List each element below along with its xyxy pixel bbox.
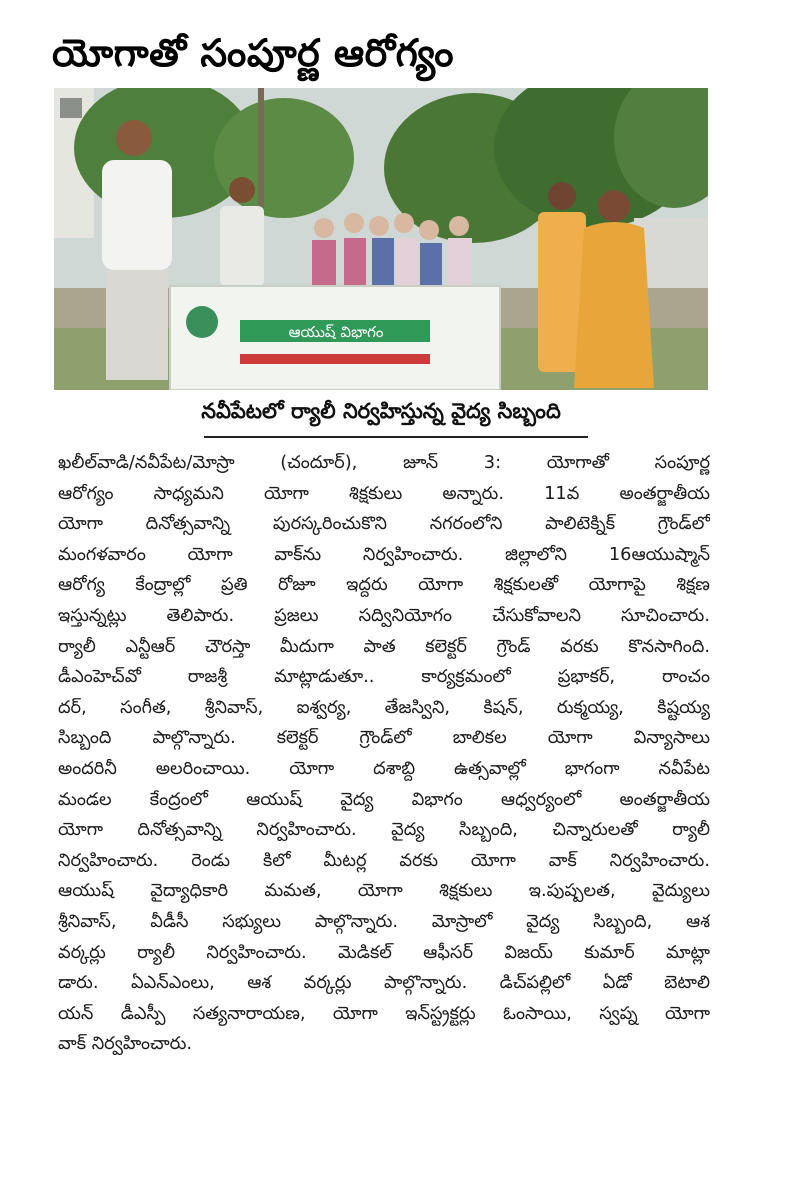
next-article-fragment [58,1190,518,1204]
article-line: యన్ డీఎస్పీ సత్యనారాయణ, యోగా ఇన్‌స్ట్రక్టర్లు ఓంసాయి, స్వప్న యోగా [58,1002,710,1024]
photo-caption: నవీపేటలో ర్యాలీ నిర్వహిస్తున్న వైద్య సిబ్బంది [201,399,561,423]
article-line: ఇస్తున్నట్లు తెలిపారు. ప్రజలు సద్వినియోగం చేసుకోవాలని సూచించారు. [58,604,710,626]
article-body [58,448,710,1184]
article-line: అందరినీ అలరించాయి. యోగా దశాబ్ది ఉత్సవాల్లో భాగంగా నవీపేట [58,757,710,779]
article-line: మంగళవారం యోగా వాక్‌ను నిర్వహించారు. జిల్లాలోని 16ఆయుష్మాన్ [58,543,710,565]
article-line: ఆరోగ్యం సాధ్యమని యోగా శిక్షకులు అన్నారు. 11వ అంతర్జాతీయ [58,482,710,504]
article-line: ఖలీల్‌వాడి/నవీపేట/మోస్రా (చందూర్), జూన్ 3: యోగాతో సంపూర్ణ [58,452,710,473]
article-line: ఆరోగ్య కేంద్రాల్లో ప్రతి రోజూ ఇద్దరు యోగా శిక్షకులతో యోగాపై శిక్షణ [58,574,710,596]
article-line: మండల కేంద్రంలో ఆయుష్ వైద్య విభాగం ఆధ్వర్యంలో అంతర్జాతీయ [58,788,710,810]
banner-text: ఆయుష్ విభాగం [288,323,384,341]
article-line: యోగా దినోత్సవాన్ని పురస్కరించుకొని నగరంలోని పాలిటెక్నిక్ గ్రౌండ్‌లో [58,513,710,535]
article-line: దర్, సంగీత, శ్రీనివాస్, ఐశ్వర్య, తేజస్విని, కిషన్, రుక్మయ్య, కిష్టయ్య [58,696,710,718]
article-line: ఆయుష్ వైద్యాధికారి మమత, యోగా శిక్షకులు ఇ.పుష్పలత, వైద్యులు [58,880,710,902]
article-line: శ్రీనివాస్, వీడీసీ సభ్యులు పాల్గొన్నారు. మోస్రాలో వైద్య సిబ్బంది, ఆశ [58,910,710,932]
article-line: నిర్వహించారు. రెండు కిలో మీటర్ల వరకు యోగా వాక్ నిర్వహించారు. [58,849,710,871]
article-line: డారు. ఏఎన్ఎంలు, ఆశ వర్కర్లు పాల్గొన్నారు. డిచ్‌పల్లిలో ఏడో బెటాలి [58,972,710,994]
article-line: వర్కర్లు ర్యాలీ నిర్వహించారు. మెడికల్ ఆఫీసర్ విజయ్ కుమార్ మాట్లా [58,941,710,963]
article-line: ర్యాలీ ఎన్టీఆర్ చౌరస్తా మీదుగా పాత కలెక్టర్ గ్రౌండ్ వరకు కొనసాగింది. [58,635,710,657]
article-line: డీఎంహెచ్‌వో రాజశ్రీ మాట్లాడుతూ.. కార్యక్రమంలో ప్రభాకర్, రాంచం [58,666,710,688]
article-headline: యోగాతో సంపూర్ణ ఆరోగ్యం [52,31,454,75]
previous-article-fragment [58,0,358,8]
article-line: యోగా దినోత్సవాన్ని నిర్వహించారు. వైద్య సిబ్బంది, చిన్నారులతో ర్యాలీ [58,819,710,841]
caption-divider [204,436,588,438]
article-line: వాక్ నిర్వహించారు. [58,1033,193,1055]
article-line: సిబ్బంది పాల్గొన్నారు. కలెక్టర్ గ్రౌండ్‌లో బాలికల యోగా విన్యాసాలు [58,727,710,749]
news-photo [54,88,708,390]
